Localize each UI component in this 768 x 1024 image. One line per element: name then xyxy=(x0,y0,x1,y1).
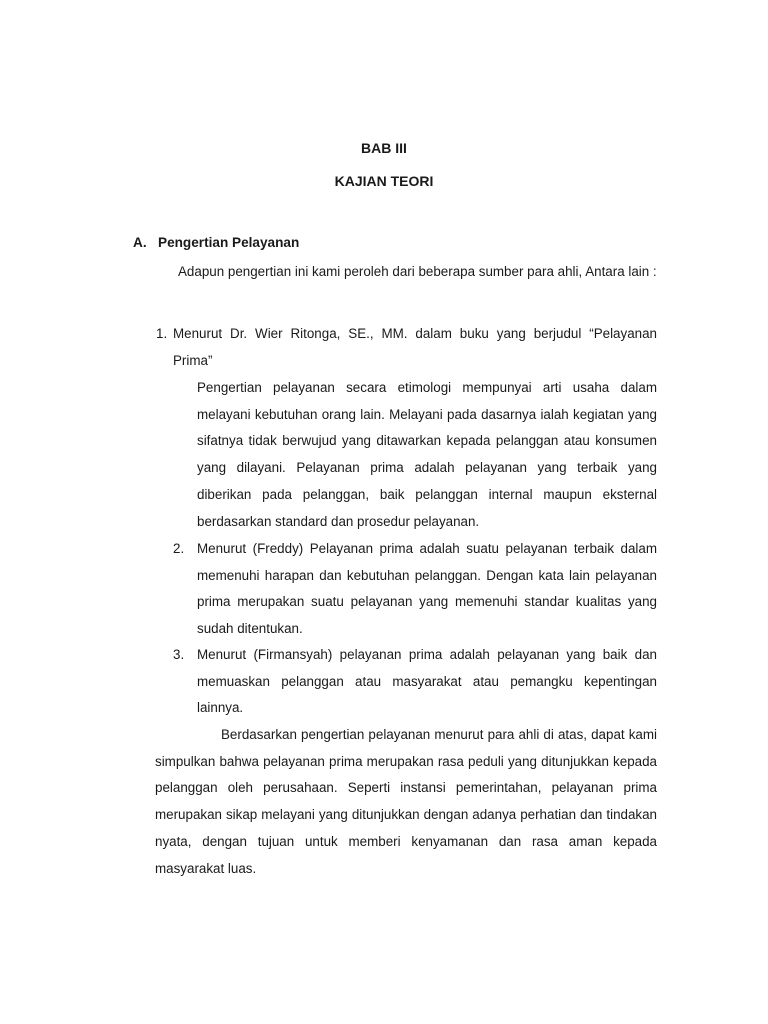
list-item-head: Menurut Dr. Wier Ritonga, SE., MM. dalam buku yang berjudul “Pelayanan Prima” xyxy=(173,326,657,368)
intro-paragraph: Adapun pengertian ini kami peroleh dari beberapa sumber para ahli, Antara lain : xyxy=(178,264,657,279)
conclusion-paragraph: Berdasarkan pengertian pelayanan menurut para ahli di atas, dapat kami simpulkan bahwa pelayanan prima merupakan rasa peduli yang ditunjukkan kepada pelanggan oleh perusahaan. Seperti instansi pemerintahan, pelayanan prima merupakan sikap melayani yang ditunjukkan dengan adanya perhatian dan tindakan nyata, dengan tujuan untuk memberi kenyamanan dan rasa aman kepada masyarakat luas. xyxy=(155,727,657,876)
section-marker: A. xyxy=(133,235,147,250)
list-number: 1. xyxy=(156,326,168,341)
list-item-1 xyxy=(156,321,657,374)
chapter-title: KAJIAN TEORI xyxy=(334,173,434,189)
list-item-3 xyxy=(173,642,657,722)
list-number: 3. xyxy=(173,647,185,662)
list-item-2 xyxy=(173,536,657,643)
section-heading xyxy=(133,235,299,250)
list-item-body: Menurut (Freddy) Pelayanan prima adalah suatu pelayanan terbaik dalam memenuhi harapan dan kebutuhan pelanggan. Dengan kata lain pelayanan prima merupakan suatu pelayanan yang memenuhi standar kualitas yang sudah ditentukan. xyxy=(197,541,657,637)
section-title: Pengertian Pelayanan xyxy=(158,235,300,250)
list-item-body: Menurut (Firmansyah) pelayanan prima adalah pelayanan yang baik dan memuaskan pelanggan atau masyarakat atau pemangku kepentingan lainnya. xyxy=(197,647,657,716)
list-number: 2. xyxy=(173,541,185,556)
list-item-1-body: Pengertian pelayanan secara etimologi mempunyai arti usaha dalam melayani kebutuhan orang lain. Melayani pada dasarnya ialah kegiatan yang sifatnya tidak berwujud yang ditawarkan kepada pelanggan atau konsumen yang dilayani. Pelayanan prima adalah pelayanan yang terbaik yang diberikan pada pelanggan, baik pelanggan internal maupun eksternal berdasarkan standard dan prosedur pelayanan. xyxy=(197,380,657,529)
chapter-number: BAB III xyxy=(361,140,407,156)
